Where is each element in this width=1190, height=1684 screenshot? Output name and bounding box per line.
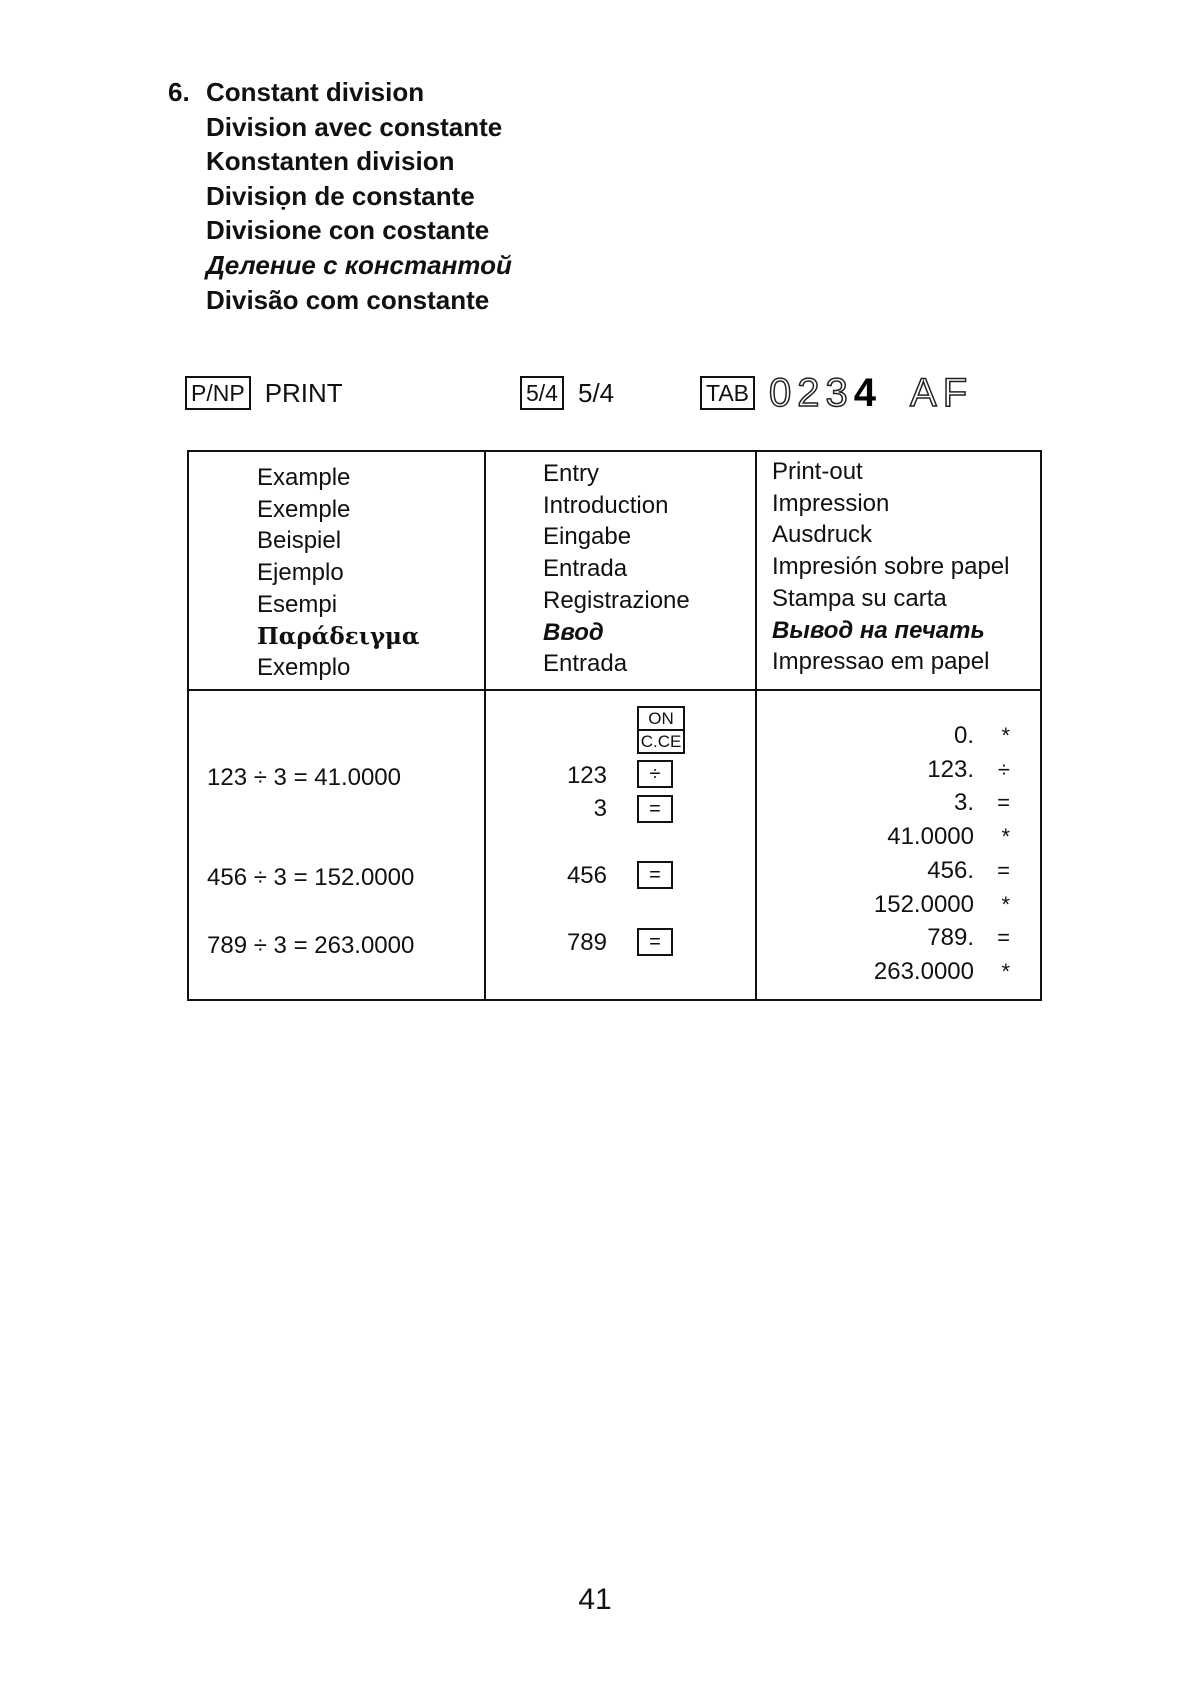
equals-key: = [637,928,673,956]
entry-number-456: 456 [566,862,607,889]
tab-digit-f: F [942,370,974,415]
example-3: 789 ÷ 3 = 263.0000 [207,932,415,959]
header-example: Example Exemple Beispiel Ejemplo Esempi Παράδειγμα Exemplo [257,464,420,682]
title-line-russian: Деление с константой [206,249,512,280]
printout-line: 263.0000 * [873,958,1010,985]
printout-line: 789. = [927,924,1010,951]
header-entry: Entry Introduction Eingabe Entrada Registrazione Ввод Entrada [543,460,690,678]
title-line-italian: Divisione con costante [206,215,490,246]
header-printout: Print-out Impression Ausdruck Impresión sobre papel Stampa su carta Вывод на печать Impressao em papel [772,458,1010,676]
printout-line: 3. = [953,789,1010,816]
printout-line: 41.0000 * [887,823,1010,850]
title-line-portuguese: Divisão com constante [206,284,490,315]
printout-line: 0. * [953,722,1010,749]
printout-line: 456. = [927,857,1010,884]
example-2: 456 ÷ 3 = 152.0000 [207,864,415,891]
title-line-spanish: Divisiọn de constante [206,180,475,211]
section-title [168,75,512,317]
tab-digit-a: A [910,370,943,415]
rounding-key: 5/4 [520,376,564,410]
pnp-key: P/NP [185,376,251,410]
entry-number-123: 123 [566,762,607,789]
printout-line: 123. ÷ [927,756,1010,783]
rounding-value: 5/4 [577,377,615,408]
example-1: 123 ÷ 3 = 41.0000 [207,764,402,791]
section-number: 6. [168,77,190,107]
title-line-french: Division avec constante [206,111,503,142]
entry-number-789: 789 [566,929,607,956]
on-cce-key: ON C.CE [637,706,685,754]
tab-digit-2: 2 [797,370,826,415]
tab-setting [700,372,973,414]
tab-digit-4-selected: 4 [853,370,883,415]
page-number: 41 [578,1583,612,1616]
equals-key: = [637,795,673,823]
title-line-english: 6. Constant division [168,75,512,110]
title-line-german: Konstanten division [206,146,455,177]
divide-key: ÷ [637,760,673,788]
pnp-setting [185,372,343,414]
pnp-value: PRINT [264,377,343,408]
tab-digit-0: 0 [769,370,798,415]
rounding-setting [520,372,614,414]
tab-selector [769,371,973,416]
equals-key: = [637,861,673,889]
tab-key: TAB [700,376,755,410]
printout-line: 152.0000 * [873,891,1010,918]
example-table [187,450,1042,1001]
tab-digit-3: 3 [825,370,854,415]
entry-number-3: 3 [593,795,607,822]
